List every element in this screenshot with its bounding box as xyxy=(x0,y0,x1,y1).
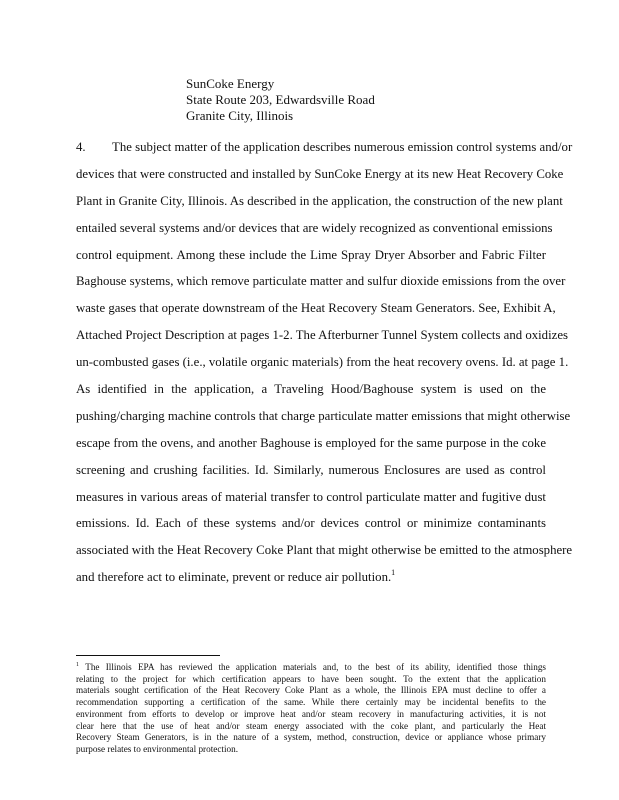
footnote-line: clear here that the use of heat and/or steam energy associated with the coke plant, and particularly the Heat xyxy=(76,720,546,731)
paragraph-line xyxy=(76,134,573,161)
footnote-marker: 1 xyxy=(76,662,79,668)
footnote-line: Recovery Steam Generators, is in the nature of a system, method, construction, device or appliance whose primary xyxy=(76,732,546,743)
footnote-line: recommendation supporting a certification of the same. While there certainly may be incidental benefits to the xyxy=(76,697,546,708)
footnote xyxy=(76,662,546,756)
footnote-reference[interactable]: 1 xyxy=(391,568,396,578)
paragraph-line-text: The subject matter of the application describes numerous emission control systems and/or xyxy=(112,140,573,154)
paragraph-number: 4. xyxy=(76,140,86,154)
paragraph-line: Baghouse systems, which remove particulate matter and sulfur dioxide emissions from the over xyxy=(76,274,566,289)
paragraph-line: measures in various areas of material transfer to control particulate matter and fugitive dust xyxy=(76,489,546,504)
paragraph-4 xyxy=(76,134,573,591)
paragraph-line-text: and therefore act to eliminate, prevent or reduce air pollution. xyxy=(76,570,392,585)
paragraph-line: un-combusted gases (i.e., volatile organic materials) from the heat recovery ovens. Id. at page 1. xyxy=(76,355,569,370)
paragraph-line: waste gases that operate downstream of the Heat Recovery Steam Generators. See, Exhibit A, xyxy=(76,301,556,316)
footnote-line-text: The Illinois EPA has reviewed the application materials and, to the best of its ability, identified those things xyxy=(85,662,547,672)
footnote-line: environment from efforts to develop or improve heat and/or steam recovery in manufacturing activities, it is not xyxy=(76,708,546,719)
footnote-line: relating to the project for which certification appears to have been sought. To the extent that the application xyxy=(76,673,546,684)
address-company: SunCoke Energy xyxy=(186,76,275,91)
address-block xyxy=(186,76,375,124)
footnote-line: purpose relates to environmental protection. xyxy=(76,743,239,754)
paragraph-line: Attached Project Description at pages 1-2. The Afterburner Tunnel System collects and oxidizes xyxy=(76,328,568,343)
paragraph-line xyxy=(76,564,546,591)
footnote-line xyxy=(76,662,546,674)
paragraph-line: Plant in Granite City, Illinois. As described in the application, the construction of the new plant xyxy=(76,193,563,208)
paragraph-line: pushing/charging machine controls that charge particulate matter emissions that might otherwise xyxy=(76,408,571,423)
paragraph-line: associated with the Heat Recovery Coke Plant that might otherwise be emitted to the atmosphere xyxy=(76,543,573,558)
footnote-line: materials sought certification of the Heat Recovery Coke Plant as a whole, the Illinois EPA must decline to offer a xyxy=(76,685,546,696)
footnote-divider xyxy=(76,655,220,656)
address-street: State Route 203, Edwardsville Road xyxy=(186,92,375,107)
paragraph-line: emissions. Id. Each of these systems and/or devices control or minimize contaminants xyxy=(76,516,546,531)
paragraph-line: devices that were constructed and installed by SunCoke Energy at its new Heat Recovery Coke xyxy=(76,166,564,181)
paragraph-line: As identified in the application, a Traveling Hood/Baghouse system is used on the xyxy=(76,382,546,397)
paragraph-line: control equipment. Among these include the Lime Spray Dryer Absorber and Fabric Filter xyxy=(76,247,546,262)
paragraph-line: escape from the ovens, and another Baghouse is employed for the same purpose in the coke xyxy=(76,435,546,450)
paragraph-line: entailed several systems and/or devices that are widely recognized as conventional emissions xyxy=(76,220,553,235)
paragraph-line: screening and crushing facilities. Id. Similarly, numerous Enclosures are used as control xyxy=(76,462,546,477)
address-city: Granite City, Illinois xyxy=(186,108,294,123)
